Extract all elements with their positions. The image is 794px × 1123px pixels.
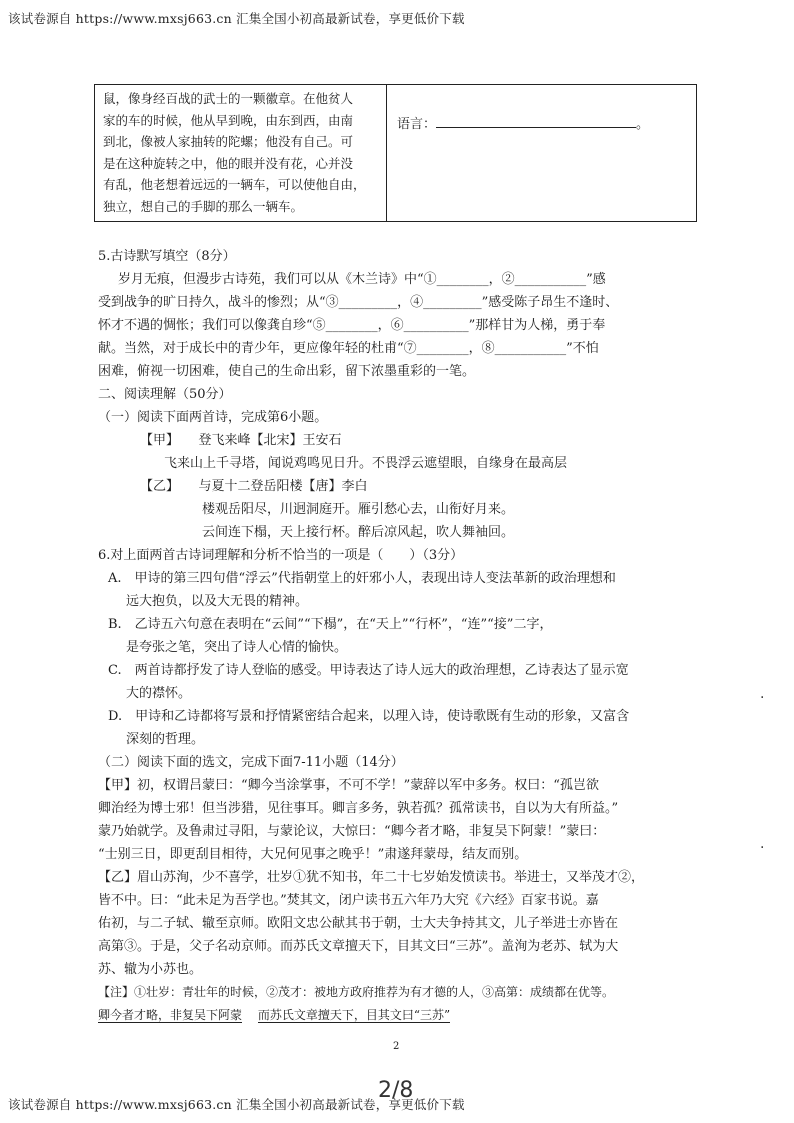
q5-line: 受到战争的旷日持久，战斗的惨烈；从“③_________，④_________”感受陈子昂生不逢时、 [98, 295, 619, 310]
language-answer-row [397, 113, 649, 136]
sub2-title: （二）阅读下面的选文，完成下面7-11小题（14分） [98, 755, 404, 770]
table-text-line: 家的车的时候，他从早到晚，由东到西，由南 [103, 112, 354, 128]
q5-title: 5.古诗默写填空（8分） [98, 249, 236, 264]
page-number: 2 [393, 1041, 400, 1052]
scan-edge-mark: · [760, 840, 765, 856]
table-text-line: 独立，想自己的手脚的那么一辆车。 [103, 198, 304, 214]
scan-edge-mark: · [760, 690, 765, 706]
header-source-line: 该试卷源自 https://www.mxsj663.cn 汇集全国小初高最新试卷，享更低价下载 [8, 11, 465, 26]
q6-option-c-cont: 大的襟怀。 [126, 686, 192, 701]
yi-underlined-phrase: 而苏氏文章擅天下，目其文曰“三苏” [257, 1008, 451, 1022]
poem-b-line: 楼观岳阳尽，川迥洞庭开。雁引愁心去，山衔好月来。 [202, 502, 515, 517]
q5-line: 献。当然，对于成长中的青少年，更应像年轻的杜甫“⑦________，⑧___________”不怕 [98, 341, 599, 356]
q6-option-b[interactable]: B. 乙诗五六句意在表明在“云间”“下榻”，在“天上”“行杯”，“连”“接”二字， [108, 617, 553, 632]
q6-option-b-cont: 是夸张之笔，突出了诗人心情的愉快。 [126, 640, 348, 655]
jia-line: 【甲】初，权谓吕蒙曰：“卿今当涂掌事，不可不学！”蒙辞以军中多务。权曰：“孤岂欲 [98, 778, 599, 793]
table-text-line: 有乱，他老想着远远的一辆车，可以使他自由， [103, 177, 366, 192]
comparison-table [94, 84, 697, 222]
sub1-title: （一）阅读下面两首诗，完成第6小题。 [98, 410, 328, 425]
poem-b-title: 【乙】 与夏十二登岳阳楼【唐】李白 [140, 479, 368, 494]
q6-option-d-cont: 深刻的哲理。 [126, 732, 205, 747]
table-text-line: 是在这种旋转之中，他的眼并没有花，心并没 [103, 155, 354, 171]
poem-a-line: 飞来山上千寻塔，闻说鸡鸣见日升。不畏浮云遮望眼，自缘身在最高层 [164, 456, 568, 471]
q6-option-a-cont: 远大抱负，以及大无畏的精神。 [126, 594, 309, 609]
table-text-line: 到北，像被人家抽转的陀螺；他没有自己。可 [103, 134, 354, 149]
yi-line: 皆不中。曰：“此未足为吾学也。”焚其文，闭户读书五六年乃大究《六经》百家书说。嘉 [98, 893, 599, 908]
language-label: 语言： [397, 117, 437, 132]
page-marker: 2/8 [378, 1078, 414, 1103]
table-right-cell [387, 85, 696, 221]
q6-stem: 6.对上面两首古诗词理解和分析不恰当的一项是（ ）（3分） [98, 548, 464, 563]
q5-line: 岁月无痕，但漫步古诗苑，我们可以从《木兰诗》中“①________，②___________”感 [118, 272, 606, 287]
footer-source-line: 该试卷源自 https://www.mxsj663.cn 汇集全国小初高最新试卷，享更低价下载 [8, 1097, 465, 1112]
q5-line: 困难，俯视一切困难，使自己的生命出彩，留下浓墨重彩的一笔。 [98, 364, 476, 379]
yi-line: 佑初，与二子轼、辙至京师。欧阳文忠公献其书于朝，士大夫争持其文，儿子举进士亦皆在 [98, 916, 619, 931]
q6-option-a[interactable]: A. 甲诗的第三四句借“浮云”代指朝堂上的奸邪小人，表现出诗人变法革新的政治理想和 [108, 571, 616, 586]
jia-line: 蒙乃始就学。及鲁肃过寻阳，与蒙论议，大惊曰：“卿今者才略，非复吴下阿蒙！”蒙曰： [98, 824, 606, 839]
underline-phrases [98, 1004, 450, 1027]
yi-line: 【乙】眉山苏洵，少不喜学，壮岁①犹不知书，年二十七岁始发愤读书。举进士，又举茂才②， [98, 870, 645, 885]
q6-option-c[interactable]: C. 两首诗都抒发了诗人登临的感受。甲诗表达了诗人远大的政治理想，乙诗表达了显示宽 [108, 663, 629, 678]
language-answer-blank[interactable] [436, 113, 636, 128]
jia-line: 卿治经为博士邪！但当涉猎，见往事耳。卿言多务，孰若孤？孤常读书，自以为大有所益。” [98, 801, 619, 816]
q6-option-d[interactable]: D. 甲诗和乙诗都将写景和抒情紧密结合起来，以理入诗，使诗歌既有生动的形象，又富含 [108, 709, 630, 724]
language-end-mark: 。 [636, 117, 650, 132]
jia-line: “士别三日，即更刮目相待，大兄何见事之晚乎！”肃遂拜蒙母，结友而别。 [98, 847, 528, 862]
note-line: 【注】①壮岁：青壮年的时候，②茂才：被地方政府推荐为有才德的人，③高第：成绩都在优等。 [98, 985, 615, 999]
poem-b-line: 云间连下榻，天上接行杯。醉后凉风起，吹人舞袖回。 [202, 525, 515, 540]
jia-underlined-phrase: 卿今者才略，非复吴下阿蒙 [98, 1008, 243, 1022]
table-text-line: 鼠，像身经百战的武士的一颗徽章。在他贫人 [103, 91, 354, 106]
yi-line: 苏、辙为小苏也。 [98, 962, 203, 977]
q5-line: 怀才不遇的惆怅；我们可以像龚自珍“⑤________，⑥__________”那样甘为人梯，勇于奉 [98, 318, 606, 333]
section2-title: 二、阅读理解（50分） [98, 387, 232, 402]
poem-a-title: 【甲】 登飞来峰【北宋】王安石 [140, 433, 342, 448]
yi-line: 高第③。于是，父子名动京师。而苏氏文章擅天下，目其文曰“三苏”。盖洵为老苏、轼为大 [98, 939, 619, 954]
table-left-cell [95, 85, 387, 221]
